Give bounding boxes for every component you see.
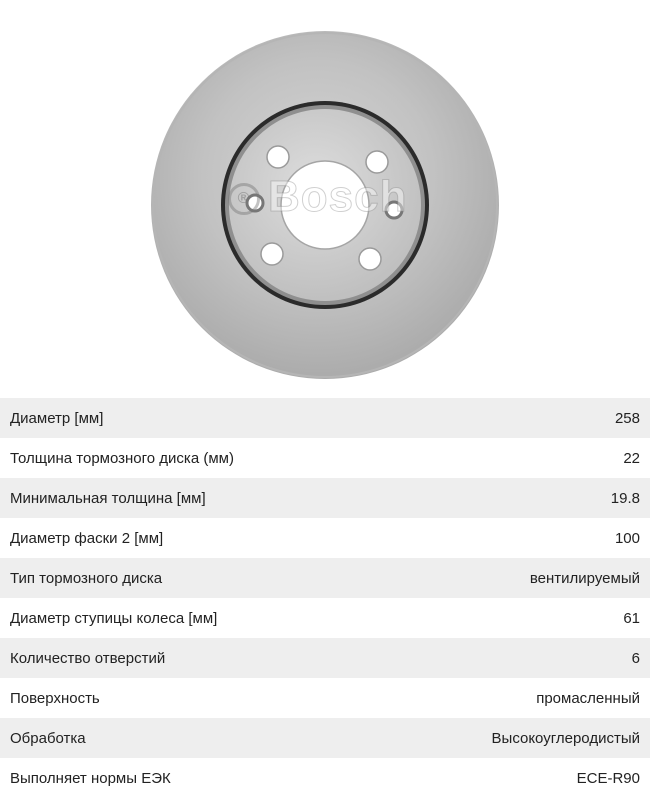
spec-row-ece-standard bbox=[0, 758, 650, 798]
registered-icon: ® bbox=[228, 183, 260, 215]
spec-row-thickness bbox=[0, 438, 650, 478]
spec-value: 6 bbox=[631, 649, 640, 667]
spec-label: Диаметр ступицы колеса [мм] bbox=[10, 609, 218, 627]
spec-label: Диаметр фаски 2 [мм] bbox=[10, 529, 164, 547]
spec-value: ECE-R90 bbox=[576, 769, 640, 787]
spec-row-disc-type bbox=[0, 558, 650, 598]
spec-label: Выполняет нормы ЕЭК bbox=[10, 769, 171, 787]
spec-row-hub-diameter bbox=[0, 598, 650, 638]
spec-table bbox=[0, 398, 650, 798]
spec-label: Количество отверстий bbox=[10, 649, 166, 667]
spec-label: Диаметр [мм] bbox=[10, 409, 104, 427]
brand-watermark-text: Bosch bbox=[268, 172, 408, 221]
spec-label: Тип тормозного диска bbox=[10, 569, 163, 587]
spec-row-hole-count bbox=[0, 638, 650, 678]
spec-row-treatment bbox=[0, 718, 650, 758]
spec-value: промасленный bbox=[536, 689, 640, 707]
spec-row-diameter bbox=[0, 398, 650, 438]
product-image bbox=[0, 0, 650, 398]
spec-value: 61 bbox=[623, 609, 640, 627]
spec-value: 22 bbox=[623, 449, 640, 467]
spec-row-chamfer-diameter bbox=[0, 518, 650, 558]
spec-value: вентилируемый bbox=[529, 569, 640, 587]
spec-label: Поверхность bbox=[10, 689, 100, 707]
spec-label: Минимальная толщина [мм] bbox=[10, 489, 206, 507]
spec-value: 258 bbox=[614, 409, 640, 427]
spec-row-surface bbox=[0, 678, 650, 718]
spec-label: Толщина тормозного диска (мм) bbox=[10, 449, 234, 467]
brake-disc-image bbox=[0, 0, 650, 398]
spec-value: Высокоуглеродистый bbox=[491, 729, 640, 747]
spec-row-min-thickness bbox=[0, 478, 650, 518]
spec-label: Обработка bbox=[10, 729, 86, 747]
spec-value: 100 bbox=[614, 529, 640, 547]
spec-value: 19.8 bbox=[610, 489, 640, 507]
